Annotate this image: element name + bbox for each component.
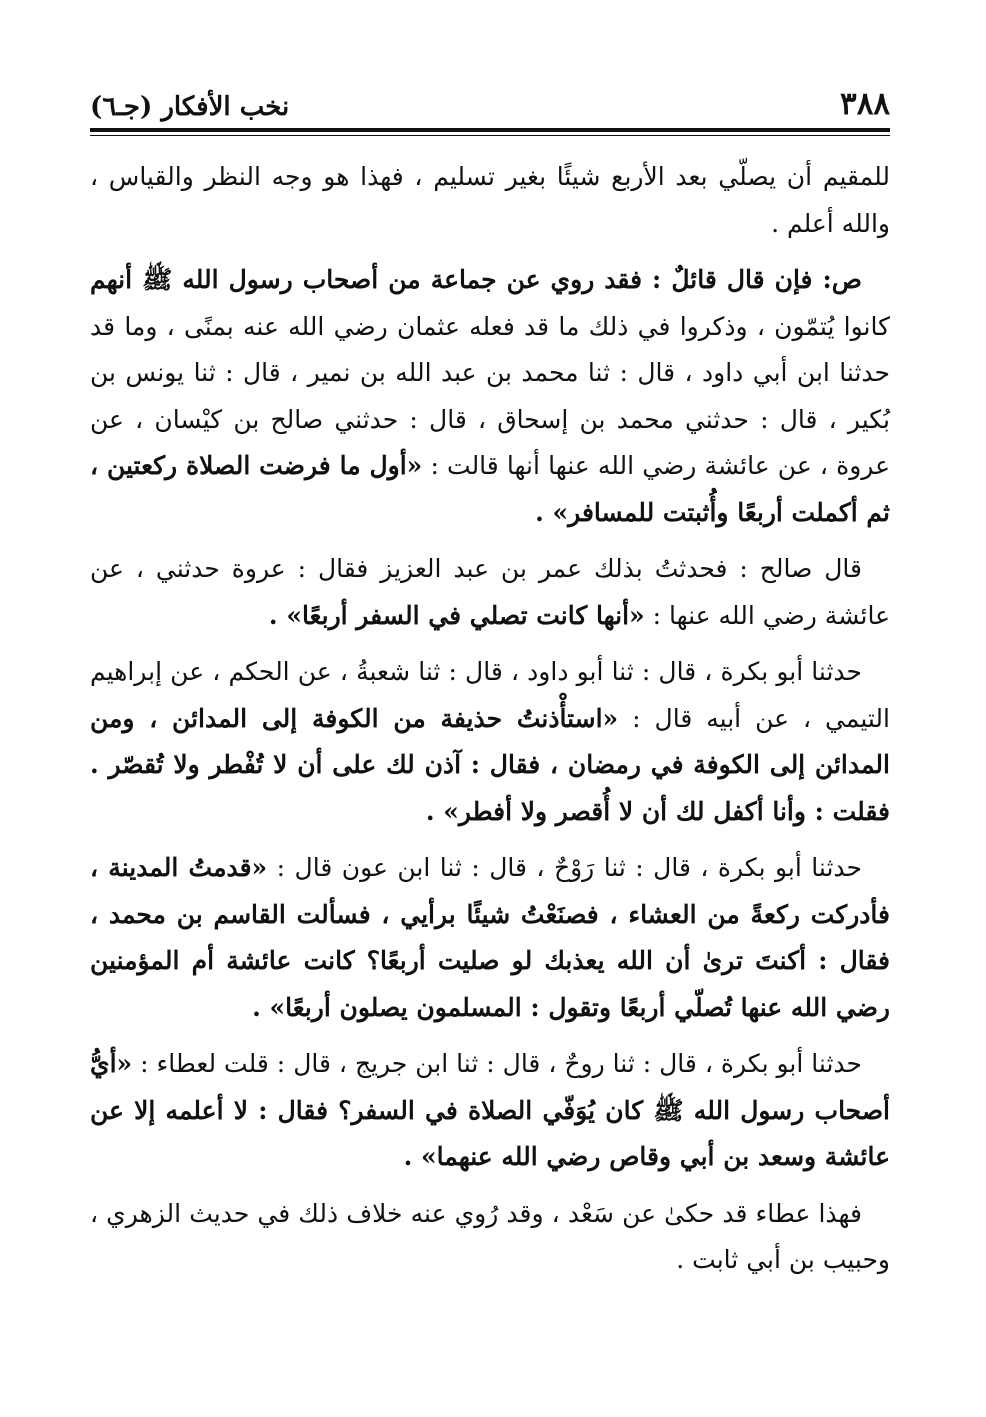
paragraph-lead: ص: فإن قال قائلٌ : فقد روي عن جماعة من أصحاب رسول الله ﷺ أنهم [90,265,862,294]
hadith-quote: «أيُّ أصحاب رسول الله ﷺ كان يُوَفّي الصلاة في السفر؟ فقال : لا أعلمه إلا عن عائشة وسعد بن أبي وقاص رضي الله عنهما» . [90,1049,890,1171]
hadith-quote: «استأْذنتُ حذيفة من الكوفة إلى المدائن ، ومن المدائن إلى الكوفة في رمضان ، فقال : آذن لك على أن لا تُفْطر ولا تُقصّر . فقلت : وأنا أكفل لك أن لا أُقصر ولا أفطر» . [90,703,890,826]
paragraph-text: كانوا يُتمّون ، وذكروا في ذلك ما قد فعله عثمان رضي الله عنه بمنًى ، وما قد حدثنا ابن أبي داود ، قال : ثنا محمد بن عبد الله بن نمير ، قال : ثنا يونس بن بُكير ، قال : حدثني محمد بن إسحاق ، قال : حدثني صالح بن كيْسان ، عن عروة ، عن عائشة رضي الله عنها أنها قالت : [90,311,890,480]
paragraph-3 [90,546,890,639]
paragraph-text: للمقيم أن يصلّي بعد الأربع شيئًا بغير تسليم ، فهذا هو وجه النظر والقياس ، والله أعلم . [90,162,890,238]
paragraph-1 [90,154,890,247]
paragraph-text: قال صالح : فحدثتُ بذلك عمر بن عبد العزيز فقال : عروة حدثني ، عن عائشة رضي الله عنها : [90,554,890,630]
paragraph-5 [90,845,890,1031]
hadith-quote: «قدمتُ المدينة ، فأدركت ركعةً من العشاء ، فصنَعْتُ شيئًا برأيي ، فسألت القاسم بن محمد ، فقال : أكنتَ ترىٰ أن الله يعذبك لو صليت أربعًا؟ كانت عائشة أم المؤمنين رضي الله عنها تُصلّي أربعًا وتقول : المسلمون يصلون أربعًا» . [90,853,890,1022]
paragraph-text: حدثنا أبو بكرة ، قال : ثنا رَوْحٌ ، قال : ثنا ابن عون قال : [276,853,862,882]
page-header [90,78,890,120]
running-title: نخب الأفكار (جـ٦) [90,92,290,122]
hadith-quote: «أول ما فرضت الصلاة ركعتين ، ثم أكملت أربعًا وأُثبتت للمسافر» . [90,451,890,527]
page-number: ٣٨٨ [840,86,890,122]
paragraph-text: فهذا عطاء قد حكىٰ عن سَعْد ، وقد رُوي عنه خلاف ذلك في حديث الزهري ، وحبيب بن أبي ثابت . [90,1198,890,1274]
paragraph-6 [90,1041,890,1181]
paragraph-4 [90,649,890,835]
paragraph-7 [90,1191,890,1284]
paragraph-text: حدثنا أبو بكرة ، قال : ثنا روحٌ ، قال : ثنا ابن جريج ، قال : قلت لعطاء : [140,1049,863,1078]
paragraph-2 [90,257,890,536]
paragraph-text: حدثنا أبو بكرة ، قال : ثنا أبو داود ، قال : ثنا شعبةُ ، عن الحكم ، عن إبراهيم التيمي ، عن أبيه قال : [90,657,890,733]
page-body [90,154,890,1284]
hadith-quote: «أنها كانت تصلي في السفر أربعًا» . [268,600,645,630]
header-divider [90,128,890,136]
